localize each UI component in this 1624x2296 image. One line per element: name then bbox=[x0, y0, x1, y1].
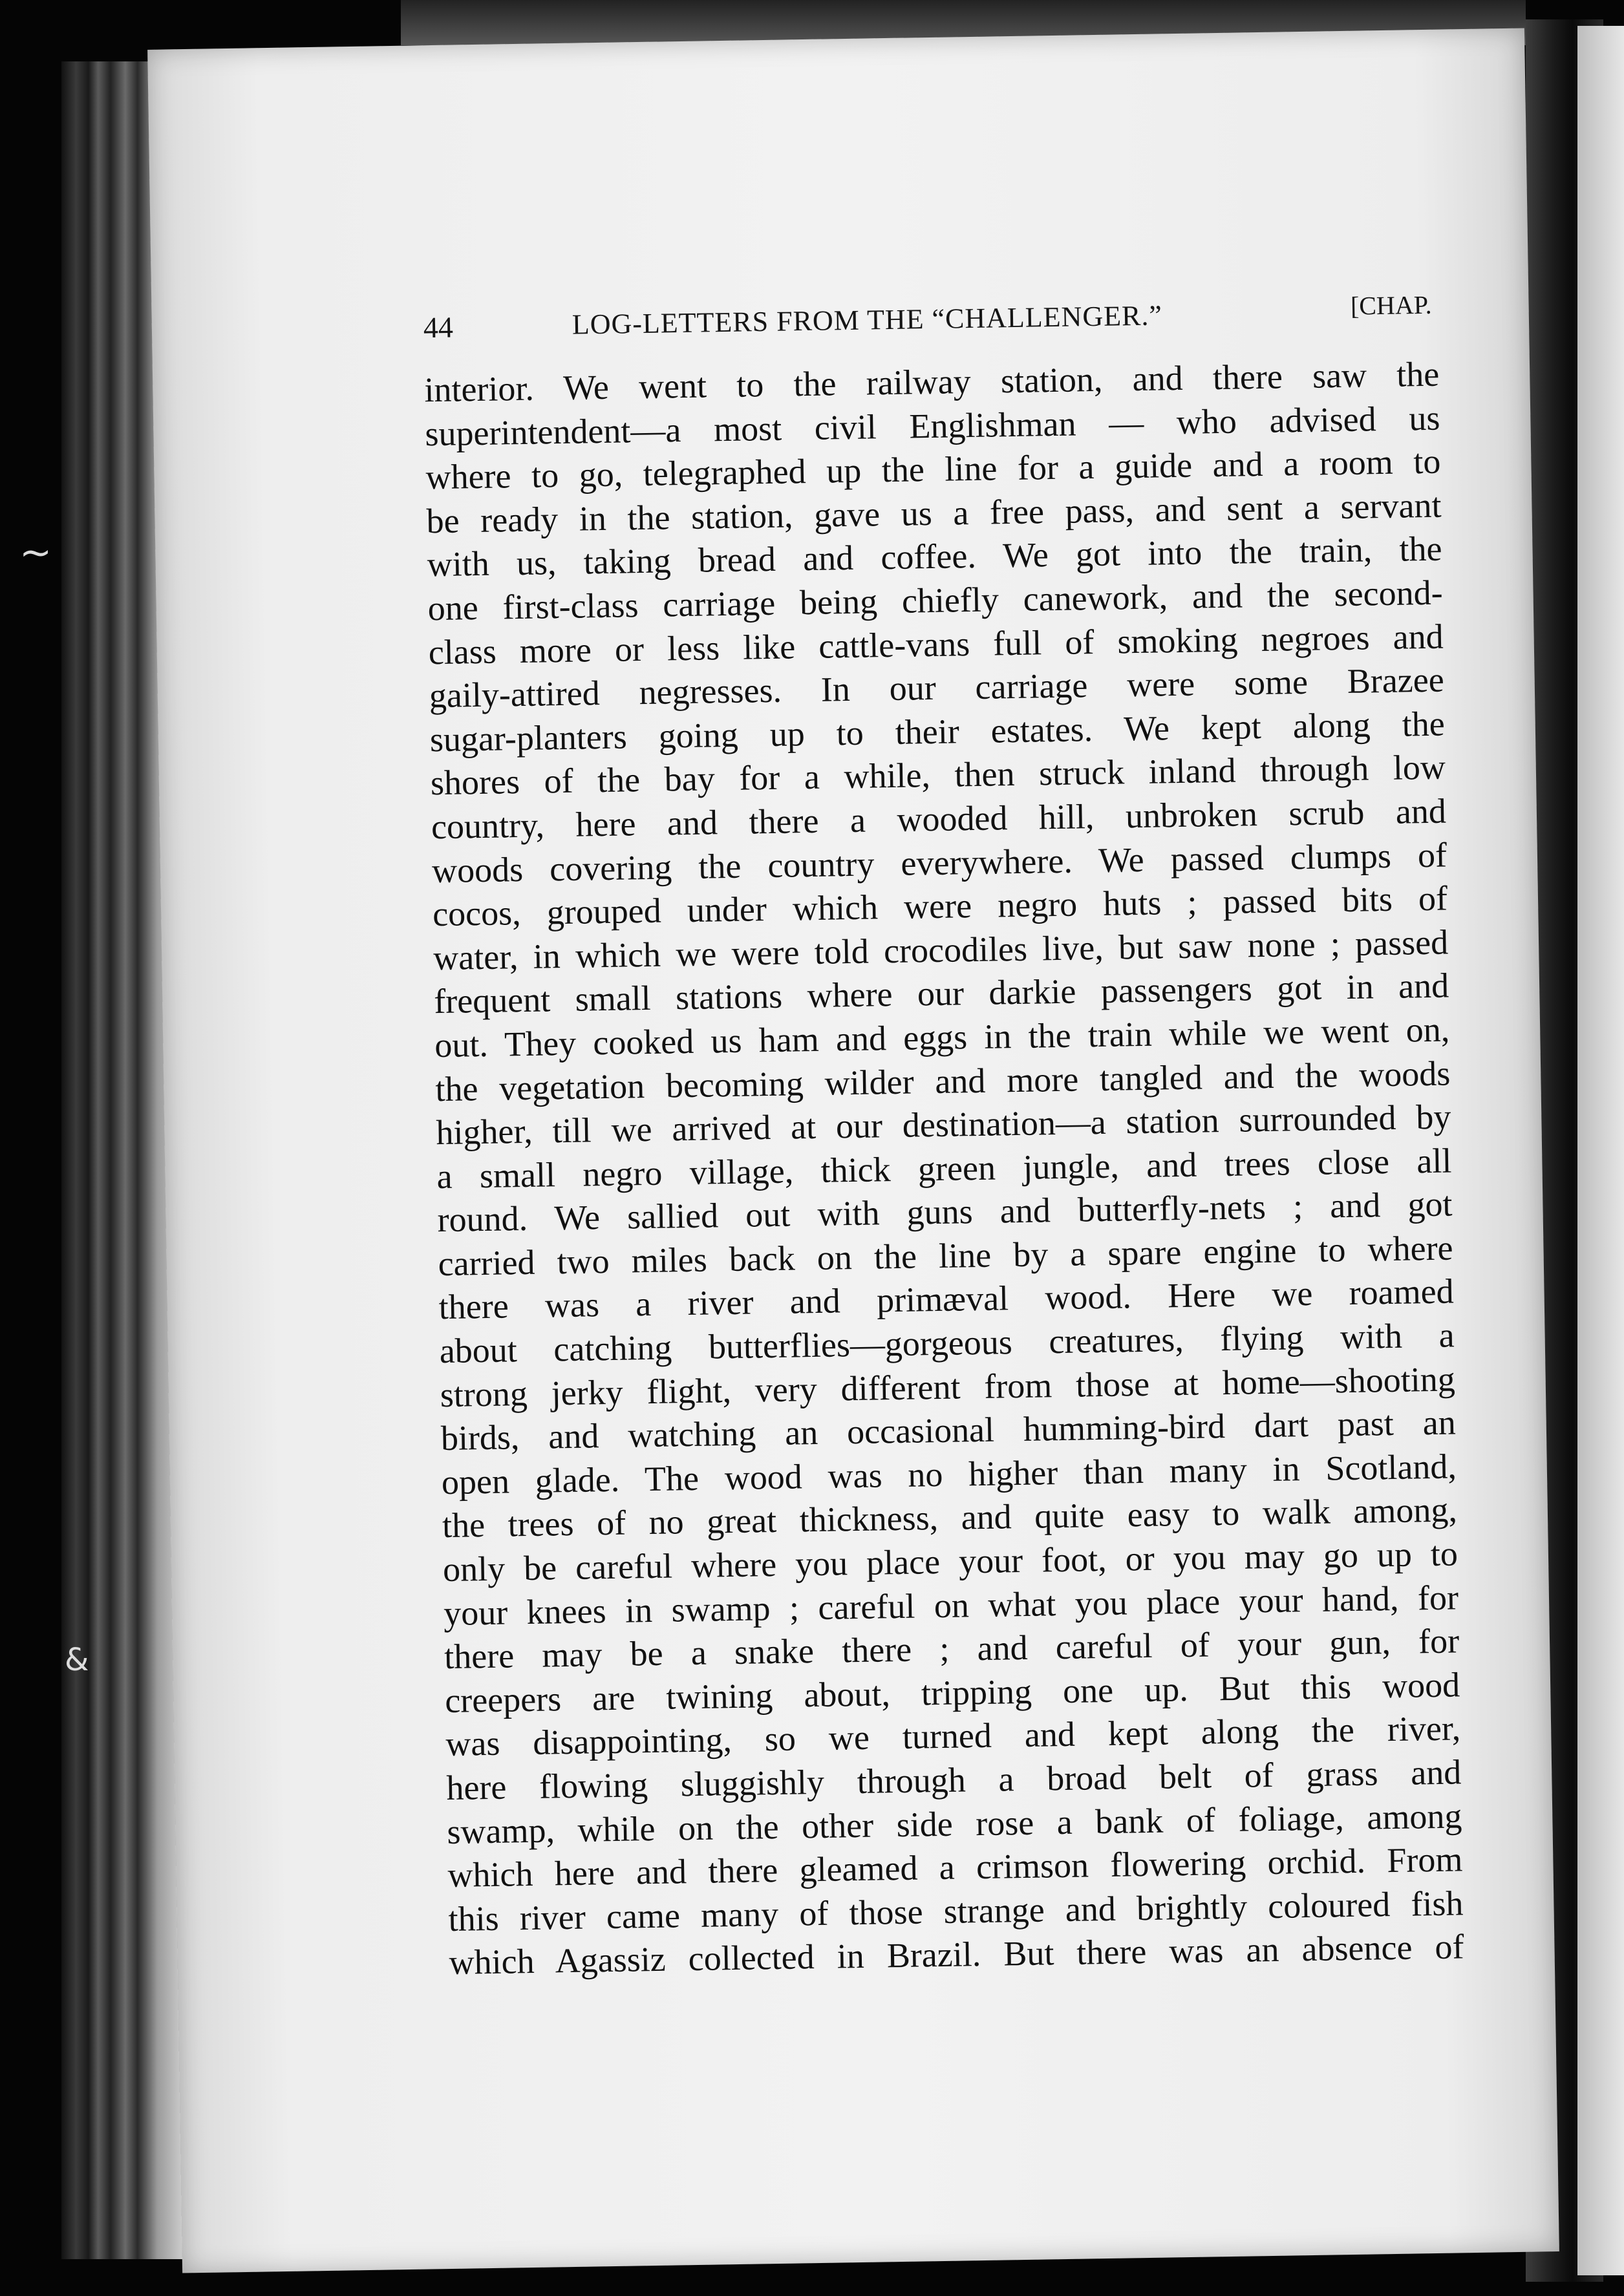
text-line: your knees in swamp ; careful on what you place your hand, for bbox=[443, 1578, 1459, 1633]
chapter-marker: [CHAP. bbox=[1350, 290, 1432, 321]
text-line: where to go, telegraphed up the line for a guide and a room to bbox=[425, 441, 1441, 497]
text-line: swamp, while on the other side rose a bank of foliage, among bbox=[447, 1796, 1462, 1851]
text-line: was disappointing, so we turned and kept along the river, bbox=[445, 1708, 1461, 1764]
text-line: be ready in the station, gave us a free pass, and sent a servant bbox=[426, 485, 1442, 541]
running-head-title: LOG-LETTERS FROM THE “CHALLENGER.” bbox=[572, 299, 1163, 341]
text-line: carried two miles back on the line by a spare engine to where bbox=[438, 1228, 1453, 1283]
text-line: interior. We went to the railway station, and there saw the bbox=[423, 354, 1440, 410]
text-line: this river came many of those strange and brightly coloured fish bbox=[448, 1884, 1464, 1939]
text-line: only be careful where you place your foot, or you may go up to bbox=[442, 1534, 1458, 1589]
text-line: birds, and watching an occasional humming-bird dart past an bbox=[440, 1403, 1457, 1458]
text-line: woods covering the country everywhere. We passed clumps of bbox=[431, 835, 1448, 890]
text-line: the vegetation becoming wilder and more tangled and the woods bbox=[434, 1053, 1451, 1109]
text-line: the trees of no great thickness, and quite easy to walk among, bbox=[442, 1490, 1458, 1546]
text-line: class more or less like cattle-vans full of smoking negroes and bbox=[428, 617, 1444, 672]
text-line: there may be a snake there ; and careful of your gun, for bbox=[443, 1621, 1460, 1677]
text-line: higher, till we arrived at our destination—a station surrounded by bbox=[436, 1097, 1451, 1153]
binding-thread-mark: ~ bbox=[19, 530, 52, 575]
text-line: there was a river and primæval wood. Here we roamed bbox=[438, 1271, 1455, 1327]
text-line: with us, taking bread and coffee. We got into the train, the bbox=[427, 529, 1442, 584]
text-line: open glade. The wood was no higher than many in Scotland, bbox=[441, 1447, 1457, 1502]
text-line: which Agassiz collected in Brazil. But there was an absence of bbox=[449, 1927, 1464, 1982]
text-line: creepers are twining about, tripping one up. But this wood bbox=[444, 1665, 1460, 1720]
facing-page-edge bbox=[1577, 26, 1624, 2275]
text-line: water, in which we were told crocodiles live, but saw none ; passed bbox=[433, 922, 1449, 977]
text-line: cocos, grouped under which were negro huts ; passed bits of bbox=[432, 878, 1448, 934]
text-line: gaily-attired negresses. In our carriage were some Brazee bbox=[429, 660, 1445, 716]
text-line: one first-class carriage being chiefly canework, and the second- bbox=[427, 573, 1444, 628]
binding-thread-mark: & bbox=[65, 1642, 89, 1678]
text-line: sugar-planters going up to their estates. We kept along the bbox=[429, 704, 1446, 759]
text-line: about catching butterflies—gorgeous creatures, flying with a bbox=[439, 1315, 1455, 1371]
body-text bbox=[424, 353, 1464, 1985]
text-line: which here and there gleamed a crimson flowering orchid. From bbox=[447, 1840, 1463, 1895]
text-line: a small negro village, thick green jungle, and trees close all bbox=[436, 1141, 1452, 1196]
page-number: 44 bbox=[423, 310, 454, 345]
running-head bbox=[423, 288, 1432, 349]
text-line: out. They cooked us ham and eggs in the train while we went on, bbox=[434, 1010, 1450, 1065]
text-line: round. We sallied out with guns and butterfly-nets ; and got bbox=[437, 1184, 1453, 1240]
text-line: country, here and there a wooded hill, unbroken scrub and bbox=[431, 791, 1447, 847]
book-page bbox=[147, 28, 1559, 2273]
text-line: frequent small stations where our darkie passengers got in and bbox=[433, 966, 1449, 1021]
text-line: here flowing sluggishly through a broad belt of grass and bbox=[445, 1752, 1462, 1808]
text-line: superintendent—a most civil Englishman — who advised us bbox=[425, 398, 1440, 453]
text-line: strong jerky flight, very different from those at home—shooting bbox=[440, 1359, 1456, 1414]
text-line: shores of the bay for a while, then struck inland through low bbox=[430, 747, 1446, 803]
